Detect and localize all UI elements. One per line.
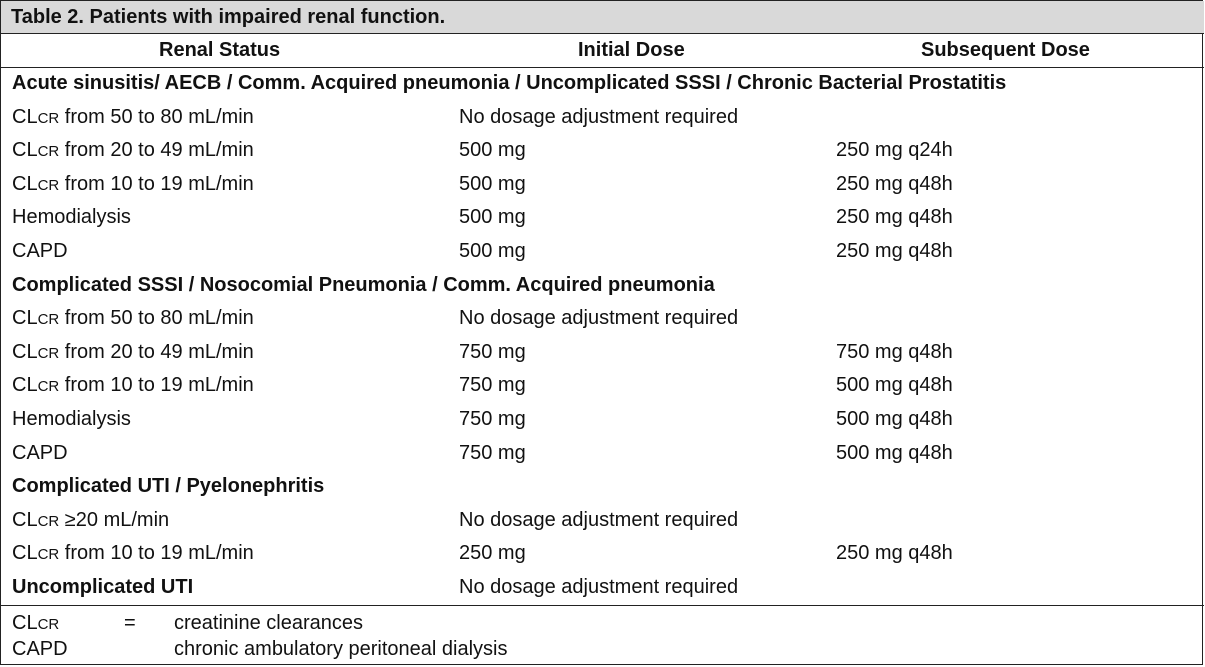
- renal-status-cell: [12, 139, 254, 162]
- table-title-bar: [1, 1, 1204, 34]
- renal-status-prefix: CL: [12, 139, 38, 162]
- renal-status-cell: [12, 374, 254, 397]
- initial-dose-cell: 750 mg: [459, 441, 526, 464]
- footnote-abbr-subscript: CR: [37, 616, 60, 633]
- renal-status-text: from 10 to 19 mL/min: [59, 542, 254, 565]
- renal-status-prefix: CL: [12, 105, 38, 128]
- subsequent-dose-cell: 500 mg q48h: [836, 441, 953, 464]
- initial-dose-cell: No dosage adjustment required: [459, 307, 739, 330]
- renal-status-text: from 10 to 19 mL/min: [59, 374, 254, 397]
- subsequent-dose-cell: 250 mg q48h: [836, 240, 953, 262]
- initial-dose-cell: 750 mg: [459, 408, 526, 430]
- renal-status-prefix: CL: [12, 307, 38, 330]
- renal-status-text: from 10 to 19 mL/min: [59, 172, 254, 195]
- renal-status-cell: [12, 307, 254, 330]
- renal-status-cell: [12, 240, 68, 263]
- renal-status-prefix: CAPD: [12, 441, 68, 464]
- subsequent-dose-cell: 750 mg q48h: [836, 340, 953, 363]
- subsequent-dose-cell: 500 mg q48h: [836, 374, 953, 397]
- renal-status-prefix: CL: [12, 508, 38, 531]
- renal-status-cell: [12, 408, 131, 431]
- footnote-abbreviation: [12, 638, 68, 661]
- renal-status-text: from 50 to 80 mL/min: [59, 105, 254, 128]
- renal-status-subscript: CR: [37, 143, 60, 161]
- header-divider: [1, 67, 1204, 68]
- table-title: Table 2. Patients with impaired renal function.: [11, 6, 446, 28]
- section-heading: Uncomplicated UTI: [12, 576, 194, 598]
- renal-status-subscript: CR: [37, 344, 60, 362]
- renal-status-cell: [12, 542, 254, 565]
- renal-status-prefix: CL: [12, 542, 38, 565]
- footnote-abbr-prefix: CAPD: [12, 638, 68, 660]
- subsequent-dose-cell: 250 mg q24h: [836, 139, 953, 162]
- renal-status-prefix: Hemodialysis: [12, 408, 131, 430]
- renal-status-prefix: CL: [12, 172, 38, 195]
- subsequent-dose-cell: 250 mg q48h: [836, 172, 953, 195]
- initial-dose-cell: 750 mg: [459, 374, 526, 397]
- renal-status-text: from 50 to 80 mL/min: [59, 307, 254, 330]
- subsequent-dose-cell: 250 mg q48h: [836, 542, 953, 565]
- section-heading: Complicated SSSI / Nosocomial Pneumonia / Comm. Acquired pneumonia: [12, 273, 715, 296]
- renal-status-prefix: Hemodialysis: [12, 206, 131, 229]
- renal-status-subscript: CR: [37, 109, 60, 127]
- initial-dose-cell: No dosage adjustment required: [459, 105, 739, 128]
- renal-status-subscript: CR: [37, 512, 60, 530]
- footnote-abbreviation: [12, 612, 59, 635]
- initial-dose-cell: No dosage adjustment required: [459, 508, 739, 531]
- renal-status-text: from 20 to 49 mL/min: [59, 340, 254, 363]
- renal-status-cell: [12, 106, 254, 129]
- renal-status-cell: [12, 341, 254, 364]
- section-heading: Acute sinusitis/ AECB / Comm. Acquired pneumonia / Uncomplicated SSSI / Chronic Bacterial Prostatitis: [12, 72, 1007, 94]
- renal-status-cell: [12, 442, 68, 465]
- renal-status-prefix: CAPD: [12, 240, 68, 262]
- initial-dose-cell: 500 mg: [459, 206, 526, 229]
- header-renal-status: Renal Status: [159, 39, 281, 61]
- renal-status-subscript: CR: [37, 311, 60, 329]
- renal-status-subscript: CR: [37, 378, 60, 396]
- renal-status-text: from 20 to 49 mL/min: [59, 139, 254, 162]
- subsequent-dose-cell: 500 mg q48h: [836, 408, 953, 430]
- initial-dose-cell: 750 mg: [459, 340, 526, 363]
- header-initial-dose: Initial Dose: [578, 39, 685, 61]
- footnote-equals: =: [124, 612, 136, 634]
- renal-status-cell: [12, 173, 254, 196]
- initial-dose-cell: 500 mg: [459, 139, 526, 162]
- renal-status-cell: [12, 206, 131, 229]
- renal-status-cell: [12, 509, 169, 532]
- initial-dose-cell: 500 mg: [459, 172, 526, 195]
- renal-status-text: ≥20 mL/min: [59, 508, 170, 531]
- footnote-definition: chronic ambulatory peritoneal dialysis: [174, 638, 508, 660]
- renal-status-prefix: CL: [12, 340, 38, 363]
- initial-dose-cell: 250 mg: [459, 542, 526, 565]
- header-subsequent-dose: Subsequent Dose: [921, 39, 1090, 61]
- footnote-definition: creatinine clearances: [174, 612, 363, 634]
- renal-status-subscript: CR: [37, 546, 60, 564]
- initial-dose-cell: 500 mg: [459, 240, 526, 262]
- renal-status-prefix: CL: [12, 374, 38, 397]
- footnote-divider: [1, 605, 1204, 606]
- section-heading: Complicated UTI / Pyelonephritis: [12, 475, 325, 498]
- renal-status-subscript: CR: [37, 176, 60, 194]
- initial-dose-cell: No dosage adjustment required: [459, 576, 739, 598]
- footnote-abbr-prefix: CL: [12, 612, 38, 634]
- subsequent-dose-cell: 250 mg q48h: [836, 206, 953, 229]
